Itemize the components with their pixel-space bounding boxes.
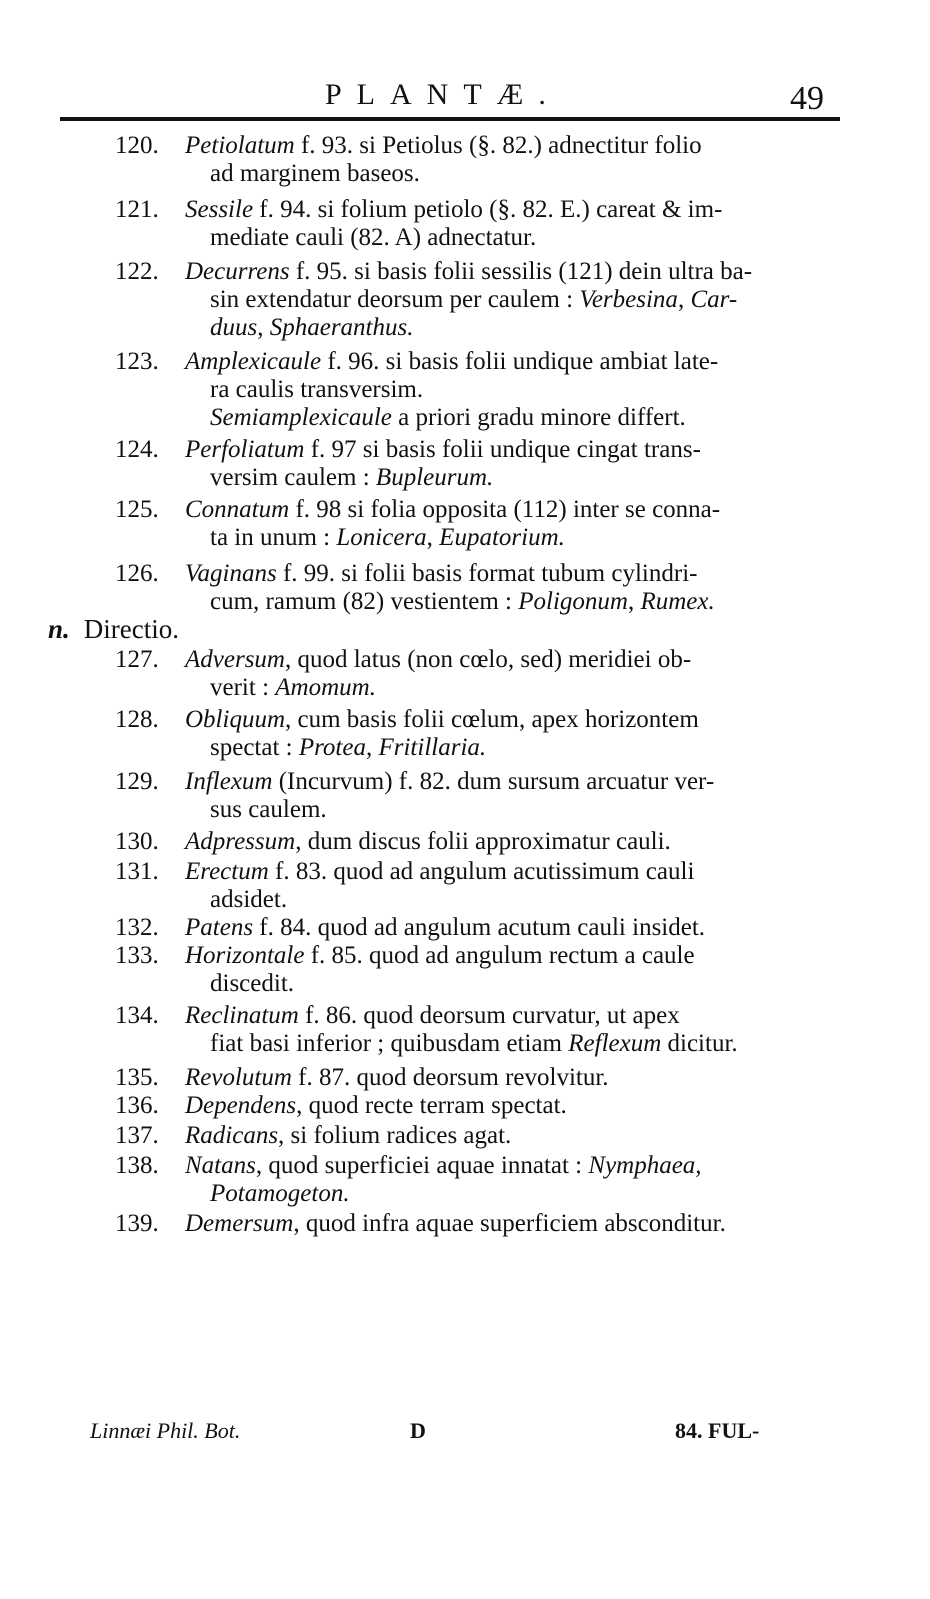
entry-text: adsidet. bbox=[210, 886, 288, 913]
entry-term: Dependens bbox=[185, 1092, 297, 1119]
entry-line bbox=[185, 1064, 609, 1092]
entry-text: f. 83. quod ad angulum acutissimum cauli bbox=[268, 858, 695, 885]
entry-number: 129. bbox=[115, 768, 159, 795]
entry-text: a priori gradu minore differt. bbox=[391, 404, 686, 431]
entry-number: 127. bbox=[115, 646, 159, 673]
page-title: PLANTÆ. bbox=[325, 78, 561, 111]
entry-line bbox=[210, 224, 536, 252]
entry-text: sin extendatur deorsum per caulem : bbox=[210, 286, 580, 313]
entry-term: Petiolatum bbox=[185, 132, 295, 159]
header-rule bbox=[60, 117, 840, 121]
entry-term: Horizontale bbox=[185, 942, 305, 969]
entry-term: Radicans bbox=[185, 1122, 279, 1149]
entry-text: , quod infra aquae superficiem absconditur. bbox=[293, 1210, 726, 1237]
entry-example: Potamogeton. bbox=[210, 1180, 350, 1207]
entry-term: Perfoliatum bbox=[185, 436, 305, 463]
entry-number: 133. bbox=[115, 942, 159, 969]
entry-term: Natans bbox=[185, 1152, 256, 1179]
entry-line bbox=[185, 768, 714, 796]
entry-text: versim caulem : bbox=[210, 464, 376, 491]
entry-text: spectat : bbox=[210, 734, 299, 761]
entry-line bbox=[210, 674, 376, 702]
entry-term: Erectum bbox=[185, 858, 269, 885]
entry-text: f. 85. quod ad angulum rectum a caule bbox=[304, 942, 695, 969]
entry-line bbox=[210, 796, 327, 824]
entry-text: sus caulem. bbox=[210, 796, 327, 823]
entry-line bbox=[210, 734, 486, 762]
entry-line bbox=[185, 560, 697, 588]
entry-text: dicitur. bbox=[661, 1030, 738, 1057]
entry-number: 139. bbox=[115, 1210, 159, 1237]
page-footer bbox=[0, 1418, 930, 1458]
entry-text: ad marginem baseos. bbox=[210, 160, 420, 187]
entry-text: (Incurvum) f. 82. dum sursum arcuatur ver- bbox=[272, 768, 715, 795]
entry-term: Revolutum bbox=[185, 1064, 292, 1091]
entry-example: Car- bbox=[690, 286, 738, 313]
entry-text: ta in unum : bbox=[210, 524, 337, 551]
entry-example: Poligonum bbox=[518, 588, 628, 615]
entry-line bbox=[185, 942, 695, 970]
entry-line bbox=[185, 132, 702, 160]
entry-line bbox=[185, 1122, 511, 1150]
entry-text: , quod recte terram spectat. bbox=[296, 1092, 567, 1119]
entry-number: 126. bbox=[115, 560, 159, 587]
entry-text: f. 97 si basis folii undique cingat trans- bbox=[304, 436, 701, 463]
entry-text: , bbox=[257, 314, 270, 341]
entry-line bbox=[185, 196, 722, 224]
entry-number: 128. bbox=[115, 706, 159, 733]
entry-text: discedit. bbox=[210, 970, 295, 997]
entry-line bbox=[185, 1210, 726, 1238]
entry-number: 122. bbox=[115, 258, 159, 285]
entry-term: Inflexum bbox=[185, 768, 273, 795]
entry-number: 135. bbox=[115, 1064, 159, 1091]
entry-example: Rumex. bbox=[640, 588, 715, 615]
entry-line bbox=[210, 286, 737, 314]
entry-example: Reflexum bbox=[568, 1030, 662, 1057]
entry-text: , bbox=[426, 524, 440, 551]
entry-line bbox=[210, 404, 686, 432]
entry-term: Patens bbox=[185, 914, 254, 941]
entry-number: 125. bbox=[115, 496, 159, 523]
entry-text: mediate cauli (82. A) adnectatur. bbox=[210, 224, 537, 251]
entry-example: Fritillaria. bbox=[378, 734, 487, 761]
entry-example: Verbesina bbox=[579, 286, 678, 313]
entry-line bbox=[185, 914, 705, 942]
entry-text: f. 98 si folia opposita (112) inter se conna- bbox=[289, 496, 721, 523]
entry-term: Adversum bbox=[185, 646, 285, 673]
entry-text: f. 84. quod ad angulum acutum cauli insidet. bbox=[253, 914, 706, 941]
entry-text: f. 99. si folii basis format tubum cylindri- bbox=[276, 560, 698, 587]
entry-example: Lonicera bbox=[336, 524, 427, 551]
entry-line bbox=[210, 1030, 738, 1058]
section-marker: n. bbox=[48, 614, 70, 644]
entry-line bbox=[185, 348, 718, 376]
entry-text: f. 95. si basis folii sessilis (121) dein ultra ba- bbox=[289, 258, 753, 285]
entry-text: f. 93. si Petiolus (§. 82.) adnectitur folio bbox=[294, 132, 702, 159]
section-title: Directio. bbox=[83, 614, 179, 644]
entry-number: 131. bbox=[115, 858, 159, 885]
entry-line bbox=[185, 496, 720, 524]
entry-line bbox=[210, 376, 423, 404]
entry-number: 120. bbox=[115, 132, 159, 159]
entry-example: duus bbox=[210, 314, 258, 341]
entry-example: Eupatorium. bbox=[439, 524, 565, 551]
entry-line bbox=[185, 1152, 702, 1180]
entry-term: Amplexicaule bbox=[185, 348, 322, 375]
entry-line bbox=[185, 1002, 680, 1030]
entry-example: Protea bbox=[298, 734, 366, 761]
entry-line bbox=[185, 436, 701, 464]
entry-term: Vaginans bbox=[185, 560, 277, 587]
entry-line bbox=[185, 646, 691, 674]
entry-line bbox=[185, 258, 752, 286]
entry-text: , bbox=[677, 286, 691, 313]
entry-line bbox=[210, 1180, 350, 1208]
entry-line bbox=[210, 886, 287, 914]
entry-text: f. 87. quod deorsum revolvitur. bbox=[291, 1064, 609, 1091]
entry-line bbox=[210, 970, 294, 998]
entry-line bbox=[210, 588, 715, 616]
entry-text: , bbox=[627, 588, 641, 615]
entry-line bbox=[185, 706, 699, 734]
entry-text: f. 94. si folium petiolo (§. 82. E.) careat & im- bbox=[253, 196, 723, 223]
entry-text: f. 96. si basis folii undique ambiat late- bbox=[321, 348, 719, 375]
entry-term: Decurrens bbox=[185, 258, 290, 285]
entry-line bbox=[185, 858, 694, 886]
entry-line bbox=[210, 524, 565, 552]
entry-term: Connatum bbox=[185, 496, 290, 523]
entry-number: 137. bbox=[115, 1122, 159, 1149]
entry-term: Obliquum bbox=[185, 706, 285, 733]
entry-example: Semiamplexicaule bbox=[210, 404, 392, 431]
entry-number: 134. bbox=[115, 1002, 159, 1029]
entry-term: Adpressum bbox=[185, 828, 296, 855]
entry-text: ra caulis transversim. bbox=[210, 376, 424, 403]
entry-line bbox=[185, 1092, 567, 1120]
entry-number: 124. bbox=[115, 436, 159, 463]
footer-source: Linnæi Phil. Bot. bbox=[90, 1418, 241, 1443]
entry-line bbox=[210, 160, 420, 188]
page-number: 49 bbox=[790, 80, 824, 117]
entry-example: Nymphaea, bbox=[588, 1152, 702, 1179]
entry-number: 130. bbox=[115, 828, 159, 855]
entry-text: , dum discus folii approximatur cauli. bbox=[295, 828, 671, 855]
running-head bbox=[0, 70, 930, 120]
entry-text: , quod superficiei aquae innatat : bbox=[255, 1152, 589, 1179]
entry-number: 136. bbox=[115, 1092, 159, 1119]
entry-number: 138. bbox=[115, 1152, 159, 1179]
entry-example: Bupleurum. bbox=[375, 464, 494, 491]
entry-text: f. 86. quod deorsum curvatur, ut apex bbox=[298, 1002, 680, 1029]
entry-line bbox=[210, 464, 493, 492]
entry-example: Amomum. bbox=[275, 674, 376, 701]
entry-text: fiat basi inferior ; quibusdam etiam bbox=[210, 1030, 569, 1057]
section-heading bbox=[48, 614, 179, 645]
entry-term: Reclinatum bbox=[185, 1002, 299, 1029]
entry-number: 132. bbox=[115, 914, 159, 941]
entry-line bbox=[185, 828, 671, 856]
signature-mark: D bbox=[410, 1418, 426, 1443]
entry-number: 121. bbox=[115, 196, 159, 223]
entry-text: , bbox=[365, 734, 379, 761]
catchword: 84. FUL- bbox=[675, 1418, 760, 1443]
entry-line bbox=[210, 314, 413, 342]
entry-text: verit : bbox=[210, 674, 276, 701]
entry-text: , quod latus (non cœlo, sed) meridiei ob- bbox=[284, 646, 692, 673]
entry-number: 123. bbox=[115, 348, 159, 375]
entry-term: Demersum bbox=[185, 1210, 294, 1237]
entry-text: cum, ramum (82) vestientem : bbox=[210, 588, 519, 615]
entry-example: Sphaeranthus. bbox=[269, 314, 414, 341]
entry-term: Sessile bbox=[185, 196, 254, 223]
entry-text: , si folium radices agat. bbox=[278, 1122, 512, 1149]
entry-text: , cum basis folii cœlum, apex horizontem bbox=[285, 706, 699, 733]
